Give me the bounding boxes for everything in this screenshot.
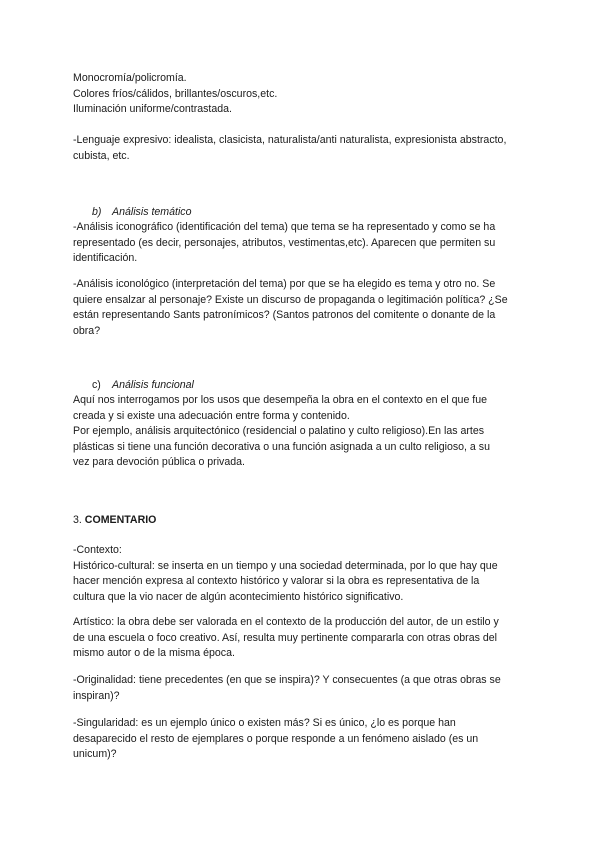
text-line: mismo autor o de la misma época.	[73, 647, 235, 660]
text-line: Aquí nos interrogamos por los usos que desempeña la obra en el contexto en el que fue	[73, 394, 488, 406]
functional-analysis-paragraph	[73, 393, 533, 471]
text-line: -Lenguaje expresivo: idealista, clasicista, naturalista/anti naturalista, expresionista abstracto,	[73, 134, 507, 146]
section-c-heading	[92, 378, 194, 394]
visual-analysis-block	[73, 71, 533, 118]
text-line: Histórico-cultural: se inserta en un tiempo y una sociedad determinada, por lo que hay que	[73, 559, 498, 572]
text-line: quiere ensalzar al personaje? Existe un discurso de propaganda o legitimación política? ¿Se	[73, 293, 508, 306]
context-label: -Contexto:	[73, 544, 122, 556]
context-block	[73, 543, 533, 605]
artistic-paragraph	[73, 615, 533, 662]
text-line: Por ejemplo, análisis arquitectónico (residencial o palatino y culto religioso).En las artes	[73, 425, 485, 438]
text-line: creada y si existe una adecuación entre forma y contenido.	[73, 409, 350, 422]
text-line: representado (es decir, personajes, atributos, vestimentas,etc). Aparecen que permiten su	[73, 236, 496, 249]
text-line: desaparecido el resto de ejemplares o porque responde a un fenómeno aislado (es un	[73, 732, 479, 745]
text-line: -Análisis iconológico (interpretación del tema) por que se ha elegido es tema y otro no. Se	[73, 278, 496, 290]
section-3-title: COMENTARIO	[84, 514, 157, 526]
text-line: unicum)?	[73, 748, 117, 761]
text-line: vez para devoción pública o privada.	[73, 456, 245, 469]
text-line: de una escuela o foco creativo. Así, resulta muy pertinente compararla con otras obras del	[73, 631, 497, 644]
section-3-heading	[73, 513, 156, 529]
text-line: inspiran)?	[73, 689, 120, 702]
text-line: hacer mención expresa al contexto histórico y valorar si la obra es representativa de la	[73, 575, 480, 588]
section-b-heading	[92, 205, 191, 221]
text-line: -Singularidad: es un ejemplo único o existen más? Si es único, ¿lo es porque han	[73, 717, 456, 729]
expressive-language-paragraph	[73, 133, 533, 164]
section-3-number: 3.	[73, 514, 82, 526]
iconological-analysis-paragraph	[73, 277, 533, 339]
text-line: -Análisis iconográfico (identificación del tema) que tema se ha representado y como se ha	[73, 221, 496, 233]
iconographic-analysis-paragraph	[73, 220, 533, 267]
section-c-marker: c)	[92, 379, 101, 391]
text-line: obra?	[73, 324, 101, 337]
text-line: identificación.	[73, 252, 138, 265]
text-line: están representando Sants patronímicos? (Santos patronos del comitente o donante de la	[73, 309, 496, 322]
originality-paragraph	[73, 673, 533, 704]
text-line: -Originalidad: tiene precedentes (en que se inspira)? Y consecuentes (a que otras obras se	[73, 674, 501, 686]
text-line: Monocromía/policromía.	[73, 72, 187, 84]
text-line: cultura que la vio nacer de algún acontecimiento histórico significativo.	[73, 590, 404, 603]
text-line: Colores fríos/cálidos, brillantes/oscuros,etc.	[73, 87, 278, 100]
section-b-marker: b)	[92, 206, 102, 218]
section-b-title: Análisis temático	[112, 206, 192, 218]
text-line: cubista, etc.	[73, 149, 130, 162]
text-line: Artístico: la obra debe ser valorada en el contexto de la producción del autor, de un estilo y	[73, 616, 499, 628]
text-line: plásticas si tiene una función decorativa o una función asignada a un culto religioso, a su	[73, 440, 490, 453]
section-c-title: Análisis funcional	[112, 379, 194, 391]
singularity-paragraph	[73, 716, 533, 763]
text-line: Iluminación uniforme/contrastada.	[73, 103, 232, 116]
